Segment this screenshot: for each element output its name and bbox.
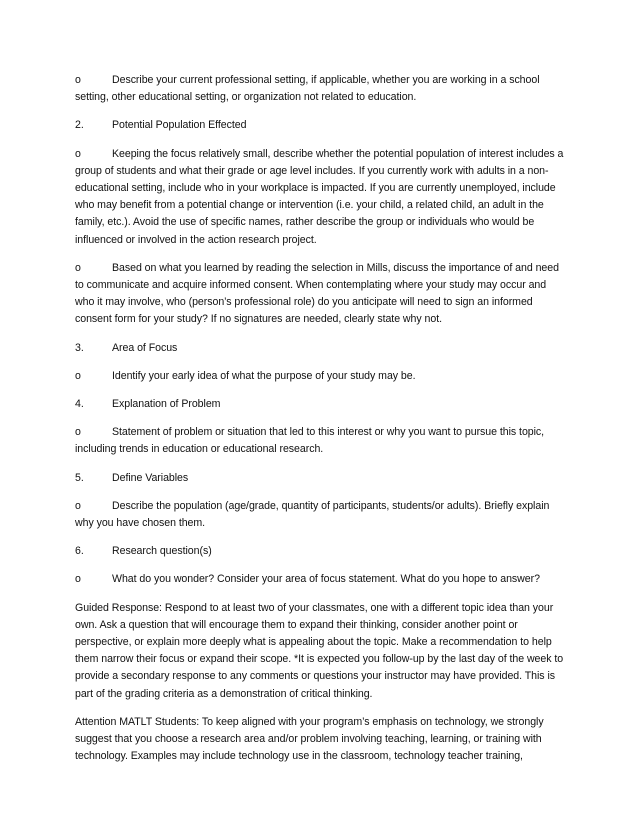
list-item-text: Statement of problem or situation that led to this interest or why you want to pursue this topic, including trends in education or educational research. bbox=[75, 426, 545, 456]
section-title: Area of Focus bbox=[112, 341, 178, 354]
list-marker: o bbox=[75, 261, 81, 274]
list-marker: o bbox=[75, 426, 81, 439]
list-item-text: Identify your early idea of what the purpose of your study may be. bbox=[112, 369, 416, 382]
list-item-text: Describe your current professional setting, if applicable, whether you are working in a school setting, other educational setting, or organization not related to education. bbox=[75, 74, 540, 104]
section-heading-research-questions bbox=[75, 543, 565, 560]
list-item-population-description bbox=[75, 498, 565, 532]
section-title: Research question(s) bbox=[112, 545, 212, 558]
list-marker: o bbox=[75, 573, 81, 586]
section-number: 2. bbox=[75, 119, 84, 132]
list-marker: o bbox=[75, 499, 81, 512]
list-item-text: Describe the population (age/grade, quantity of participants, students/or adults). Briefly explain why you have chosen them. bbox=[75, 499, 550, 530]
section-number: 4. bbox=[75, 398, 84, 411]
list-item-text: Keeping the focus relatively small, describe whether the potential population of interest includes a group of students and what their grade or age level includes. If you currently work with adults in a non-educational setting, include who in your workplace is impacted. If you are currently unemployed, include who may benefit from a potential change or intervention (i.e. your child, a related child, an adult in the family, etc.). Avoid the use of specific names, rather describe the group or individuals who would be influenced or involved in the action research project. bbox=[75, 147, 564, 246]
guided-response-paragraph: Guided Response: Respond to at least two of your classmates, one with a different topic idea than your own. Ask a question that will encourage them to expand their thinking, consider another point or perspective, or explain more deeply what is appealing about the topic. Make a recommendation to help them narrow their focus or expand their scope. *It is expected you follow-up by the last day of the week to provide a secondary response to any comments or questions your instructor may have provided. This is part of the grading criteria as a demonstration of critical thinking. bbox=[75, 601, 564, 700]
list-marker: o bbox=[75, 74, 81, 86]
section-heading-problem bbox=[75, 396, 565, 413]
list-item-purpose bbox=[75, 368, 565, 385]
list-item-population-focus bbox=[75, 146, 565, 249]
list-item-problem-statement bbox=[75, 424, 565, 458]
section-heading-population bbox=[75, 117, 565, 134]
list-marker: o bbox=[75, 147, 81, 160]
list-marker: o bbox=[75, 369, 81, 382]
section-title: Define Variables bbox=[112, 471, 189, 484]
section-number: 5. bbox=[75, 471, 84, 484]
section-heading-area-of-focus bbox=[75, 340, 565, 357]
list-item-describe-setting bbox=[75, 72, 565, 106]
section-title: Potential Population Effected bbox=[112, 119, 247, 132]
list-item-informed-consent bbox=[75, 260, 565, 329]
section-heading-variables bbox=[75, 470, 565, 487]
section-number: 3. bbox=[75, 341, 84, 354]
list-item-text: What do you wonder? Consider your area of focus statement. What do you hope to answer? bbox=[112, 573, 540, 586]
list-item-text: Based on what you learned by reading the selection in Mills, discuss the importance of and need to communicate and acquire informed consent. When contemplating where your study may occur and who it may involve, who (person’s professional role) do you anticipate will need to sign an informed consent form for your study? If no signatures are needed, clearly state why not. bbox=[75, 261, 559, 326]
document-page bbox=[75, 72, 565, 777]
attention-note-paragraph: Attention MATLT Students: To keep aligned with your program’s emphasis on technology, we strongly suggest that you choose a research area and/or problem involving teaching, learning, or training with technology. Examples may include technology use in the classroom, technology teacher training, bbox=[75, 715, 544, 763]
section-number: 6. bbox=[75, 545, 84, 558]
list-item-wonder bbox=[75, 571, 565, 588]
section-title: Explanation of Problem bbox=[112, 398, 221, 411]
